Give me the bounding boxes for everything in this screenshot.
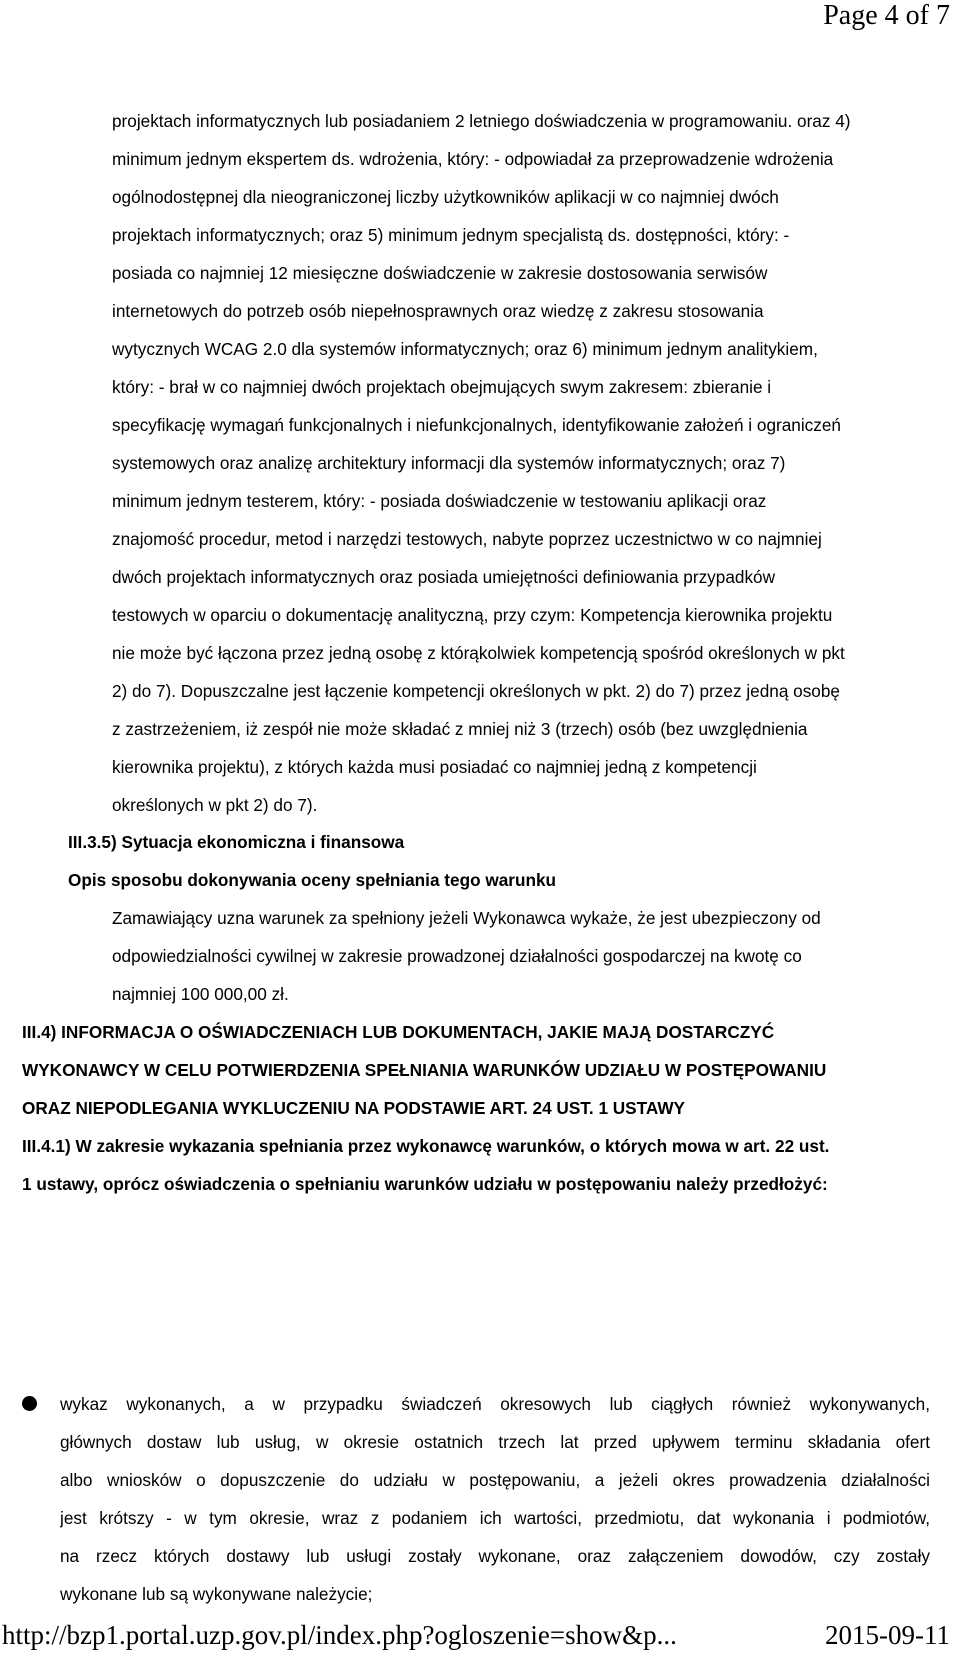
text-line: na rzecz których dostawy lub usługi zostały wykonane, oraz załączeniem dowodów, czy zostały	[60, 1546, 930, 1566]
text-line: projektach informatycznych lub posiadaniem 2 letniego doświadczenia w programowaniu. oraz 4)	[112, 111, 851, 131]
text-line: internetowych do potrzeb osób niepełnosprawnych oraz wiedzę z zakresu stosowania	[112, 301, 764, 321]
text-line: najmniej 100 000,00 zł.	[112, 984, 289, 1004]
source-url: http://bzp1.portal.uzp.gov.pl/index.php?ogloszenie=show&p...	[2, 1620, 677, 1650]
text-line: ogólnodostępnej dla nieograniczonej liczby użytkowników aplikacji w co najmniej dwóch	[112, 187, 779, 207]
text-line: odpowiedzialności cywilnej w zakresie prowadzonej działalności gospodarczej na kwotę co	[112, 946, 802, 966]
text-line: z zastrzeżeniem, iż zespół nie może składać z mniej niż 3 (trzech) osób (bez uwzględnienia	[112, 719, 808, 739]
text-line: jest krótszy - w tym okresie, wraz z podaniem ich wartości, przedmiotu, dat wykonania i podmiotów,	[60, 1508, 930, 1528]
text-line: nie może być łączona przez jedną osobę z którąkolwiek kompetencją spośród określonych w pkt	[112, 643, 845, 663]
text-line: znajomość procedur, metod i narzędzi testowych, nabyte poprzez uczestnictwo w co najmniej	[112, 529, 822, 549]
text-line: testowych w oparciu o dokumentację analityczną, przy czym: Kompetencja kierownika projektu	[112, 605, 833, 625]
text-line: głównych dostaw lub usług, w okresie ostatnich trzech lat przed upływem terminu składania ofert	[60, 1432, 930, 1452]
text-line: który: - brał w co najmniej dwóch projektach obejmujących swym zakresem: zbieranie i	[112, 377, 772, 397]
text-line: projektach informatycznych; oraz 5) minimum jednym specjalistą ds. dostępności, który: -	[112, 225, 790, 245]
heading-line: ORAZ NIEPODLEGANIA WYKLUCZENIU NA PODSTAWIE ART. 24 UST. 1 USTAWY	[22, 1098, 686, 1118]
text-line: wytycznych WCAG 2.0 dla systemów informatycznych; oraz 6) minimum jednym analitykiem,	[112, 339, 818, 359]
text-line: dwóch projektach informatycznych oraz posiada umiejętności definiowania przypadków	[112, 567, 776, 587]
text-line: kierownika projektu), z których każda musi posiadać co najmniej jedną z kompetencji	[112, 757, 757, 777]
page-number: Page 4 of 7	[823, 0, 950, 31]
text-line: minimum jednym testerem, który: - posiada doświadczenie w testowaniu aplikacji oraz	[112, 491, 767, 511]
text-line: specyfikację wymagań funkcjonalnych i niefunkcjonalnych, identyfikowanie założeń i ograniczeń	[112, 415, 841, 435]
text-line: minimum jednym ekspertem ds. wdrożenia, który: - odpowiadał za przeprowadzenie wdrożenia	[112, 149, 834, 169]
heading-line: WYKONAWCY W CELU POTWIERDZENIA SPEŁNIANIA WARUNKÓW UDZIAŁU W POSTĘPOWANIU	[22, 1060, 827, 1080]
text-line: wykonane lub są wykonywane należycie;	[60, 1584, 373, 1604]
text-line: posiada co najmniej 12 miesięczne doświadczenie w zakresie dostosowania serwisów	[112, 263, 768, 283]
print-date: 2015-09-11	[825, 1620, 950, 1650]
heading-line: 1 ustawy, oprócz oświadczenia o spełnianiu warunków udziału w postępowaniu należy przedłożyć:	[22, 1174, 828, 1194]
bullet-icon	[22, 1396, 37, 1411]
text-line: Zamawiający uzna warunek za spełniony jeżeli Wykonawca wykaże, że jest ubezpieczony od	[112, 908, 821, 928]
heading-line: III.4) INFORMACJA O OŚWIADCZENIACH LUB DOKUMENTACH, JAKIE MAJĄ DOSTARCZYĆ	[22, 1022, 775, 1042]
section-heading-iii-3-5: III.3.5) Sytuacja ekonomiczna i finansowa	[68, 832, 405, 852]
text-line: albo wniosków o dopuszczenie do udziału w postępowaniu, a jeżeli okres prowadzenia działalności	[60, 1470, 930, 1490]
text-line: systemowych oraz analizę architektury informacji dla systemów informatycznych; oraz 7)	[112, 453, 786, 473]
text-line: wykaz wykonanych, a w przypadku świadczeń okresowych lub ciągłych również wykonywanych,	[60, 1394, 930, 1414]
text-line: określonych w pkt 2) do 7).	[112, 795, 318, 815]
heading-line: III.4.1) W zakresie wykazania spełniania przez wykonawcę warunków, o których mowa w art. 22 ust.	[22, 1136, 830, 1156]
assessment-heading: Opis sposobu dokonywania oceny spełniania tego warunku	[68, 870, 557, 890]
text-line: 2) do 7). Dopuszczalne jest łączenie kompetencji określonych w pkt. 2) do 7) przez jedną osobę	[112, 681, 840, 701]
